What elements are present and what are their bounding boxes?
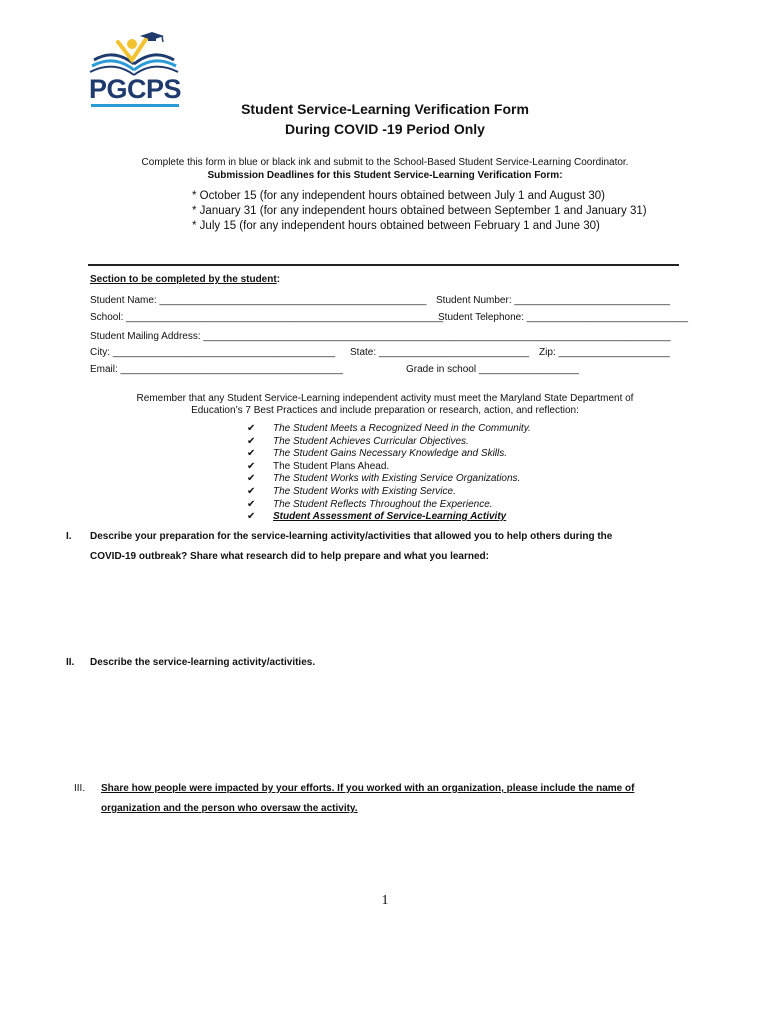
question-2-text: Describe the service-learning activity/activities.	[90, 657, 316, 668]
question-number: III.	[74, 783, 86, 794]
state-field[interactable]: State: ___________________________	[350, 347, 530, 358]
list-item: ✔ The Student Meets a Recognized Need in the Community.	[247, 423, 531, 434]
reminder-text: Remember that any Student Service-Learning independent activity must meet the Maryland State Department of	[136, 393, 634, 404]
student-telephone-field[interactable]: Student Telephone: _____________________________	[438, 312, 689, 323]
question-1-text: Describe your preparation for the service-learning activity/activities that allowed you to help others during the	[90, 531, 613, 542]
question-number: I.	[66, 531, 72, 542]
deadline-item: * January 31 (for any independent hours obtained between September 1 and January 31)	[192, 205, 647, 217]
section-heading-colon: :	[276, 274, 281, 285]
check-icon: ✔	[247, 435, 256, 447]
school-field[interactable]: School: _________________________________________________________	[90, 312, 444, 323]
section-heading	[90, 274, 280, 285]
check-icon: ✔	[247, 498, 256, 510]
question-3-text: Share how people were impacted by your efforts. If you worked with an organization, please include the name of	[101, 783, 635, 794]
check-icon: ✔	[247, 460, 256, 472]
deadline-item: * July 15 (for any independent hours obtained between February 1 and June 30)	[192, 220, 600, 232]
list-item: ✔ The Student Reflects Throughout the Experience.	[247, 498, 493, 510]
pgcps-logo	[88, 30, 182, 110]
student-name-field[interactable]: Student Name: ________________________________________________	[90, 295, 427, 306]
question-number: II.	[66, 657, 75, 668]
email-field[interactable]: Email: ________________________________________	[90, 364, 344, 375]
deadlines-heading: Submission Deadlines for this Student Service-Learning Verification Form:	[207, 170, 563, 181]
logo-graduate-icon	[88, 30, 182, 76]
grade-field[interactable]: Grade in school __________________	[406, 364, 579, 375]
list-item: ✔ The Student Gains Necessary Knowledge and Skills.	[247, 448, 508, 460]
best-practices-list	[247, 423, 531, 524]
list-item: ✔ The Student Works with Existing Service.	[247, 485, 456, 497]
instructions-text: Complete this form in blue or black ink and submit to the School-Based Student Service-Learning Coordinator.	[141, 157, 629, 168]
list-item: ✔ Student Assessment of Service-Learning Activity	[247, 511, 507, 523]
check-icon: ✔	[247, 485, 256, 497]
check-icon: ✔	[247, 448, 256, 460]
form-title: Student Service-Learning Verification Form	[241, 101, 529, 117]
list-item: ✔ The Student Achieves Curricular Objectives.	[247, 435, 469, 447]
deadline-item: * October 15 (for any independent hours obtained between July 1 and August 30)	[192, 190, 606, 202]
page-number: 1	[381, 893, 389, 908]
list-item: ✔ The Student Plans Ahead.	[247, 460, 390, 472]
check-icon: ✔	[247, 511, 256, 523]
list-item: ✔ The Student Works with Existing Service Organizations.	[247, 473, 521, 485]
zip-field[interactable]: Zip: ____________________	[539, 347, 670, 358]
mailing-address-field[interactable]: Student Mailing Address: ____________________________________________________________________________________	[90, 331, 671, 342]
student-number-field[interactable]: Student Number: ____________________________	[436, 295, 671, 306]
check-icon: ✔	[247, 423, 256, 434]
form-subtitle: During COVID -19 Period Only	[285, 121, 485, 137]
section-heading-text: Section to be completed by the student	[90, 274, 277, 285]
logo-text: PGCPS	[88, 74, 182, 104]
check-icon: ✔	[247, 473, 256, 485]
city-field[interactable]: City: ________________________________________	[90, 347, 336, 358]
question-3-text-cont: organization and the person who oversaw the activity.	[101, 803, 358, 814]
question-1-text-cont: COVID-19 outbreak? Share what research did to help prepare and what you learned:	[90, 551, 489, 562]
reminder-text-cont: Education’s 7 Best Practices and include preparation or research, action, and reflection:	[191, 405, 579, 416]
section-divider	[88, 264, 679, 266]
